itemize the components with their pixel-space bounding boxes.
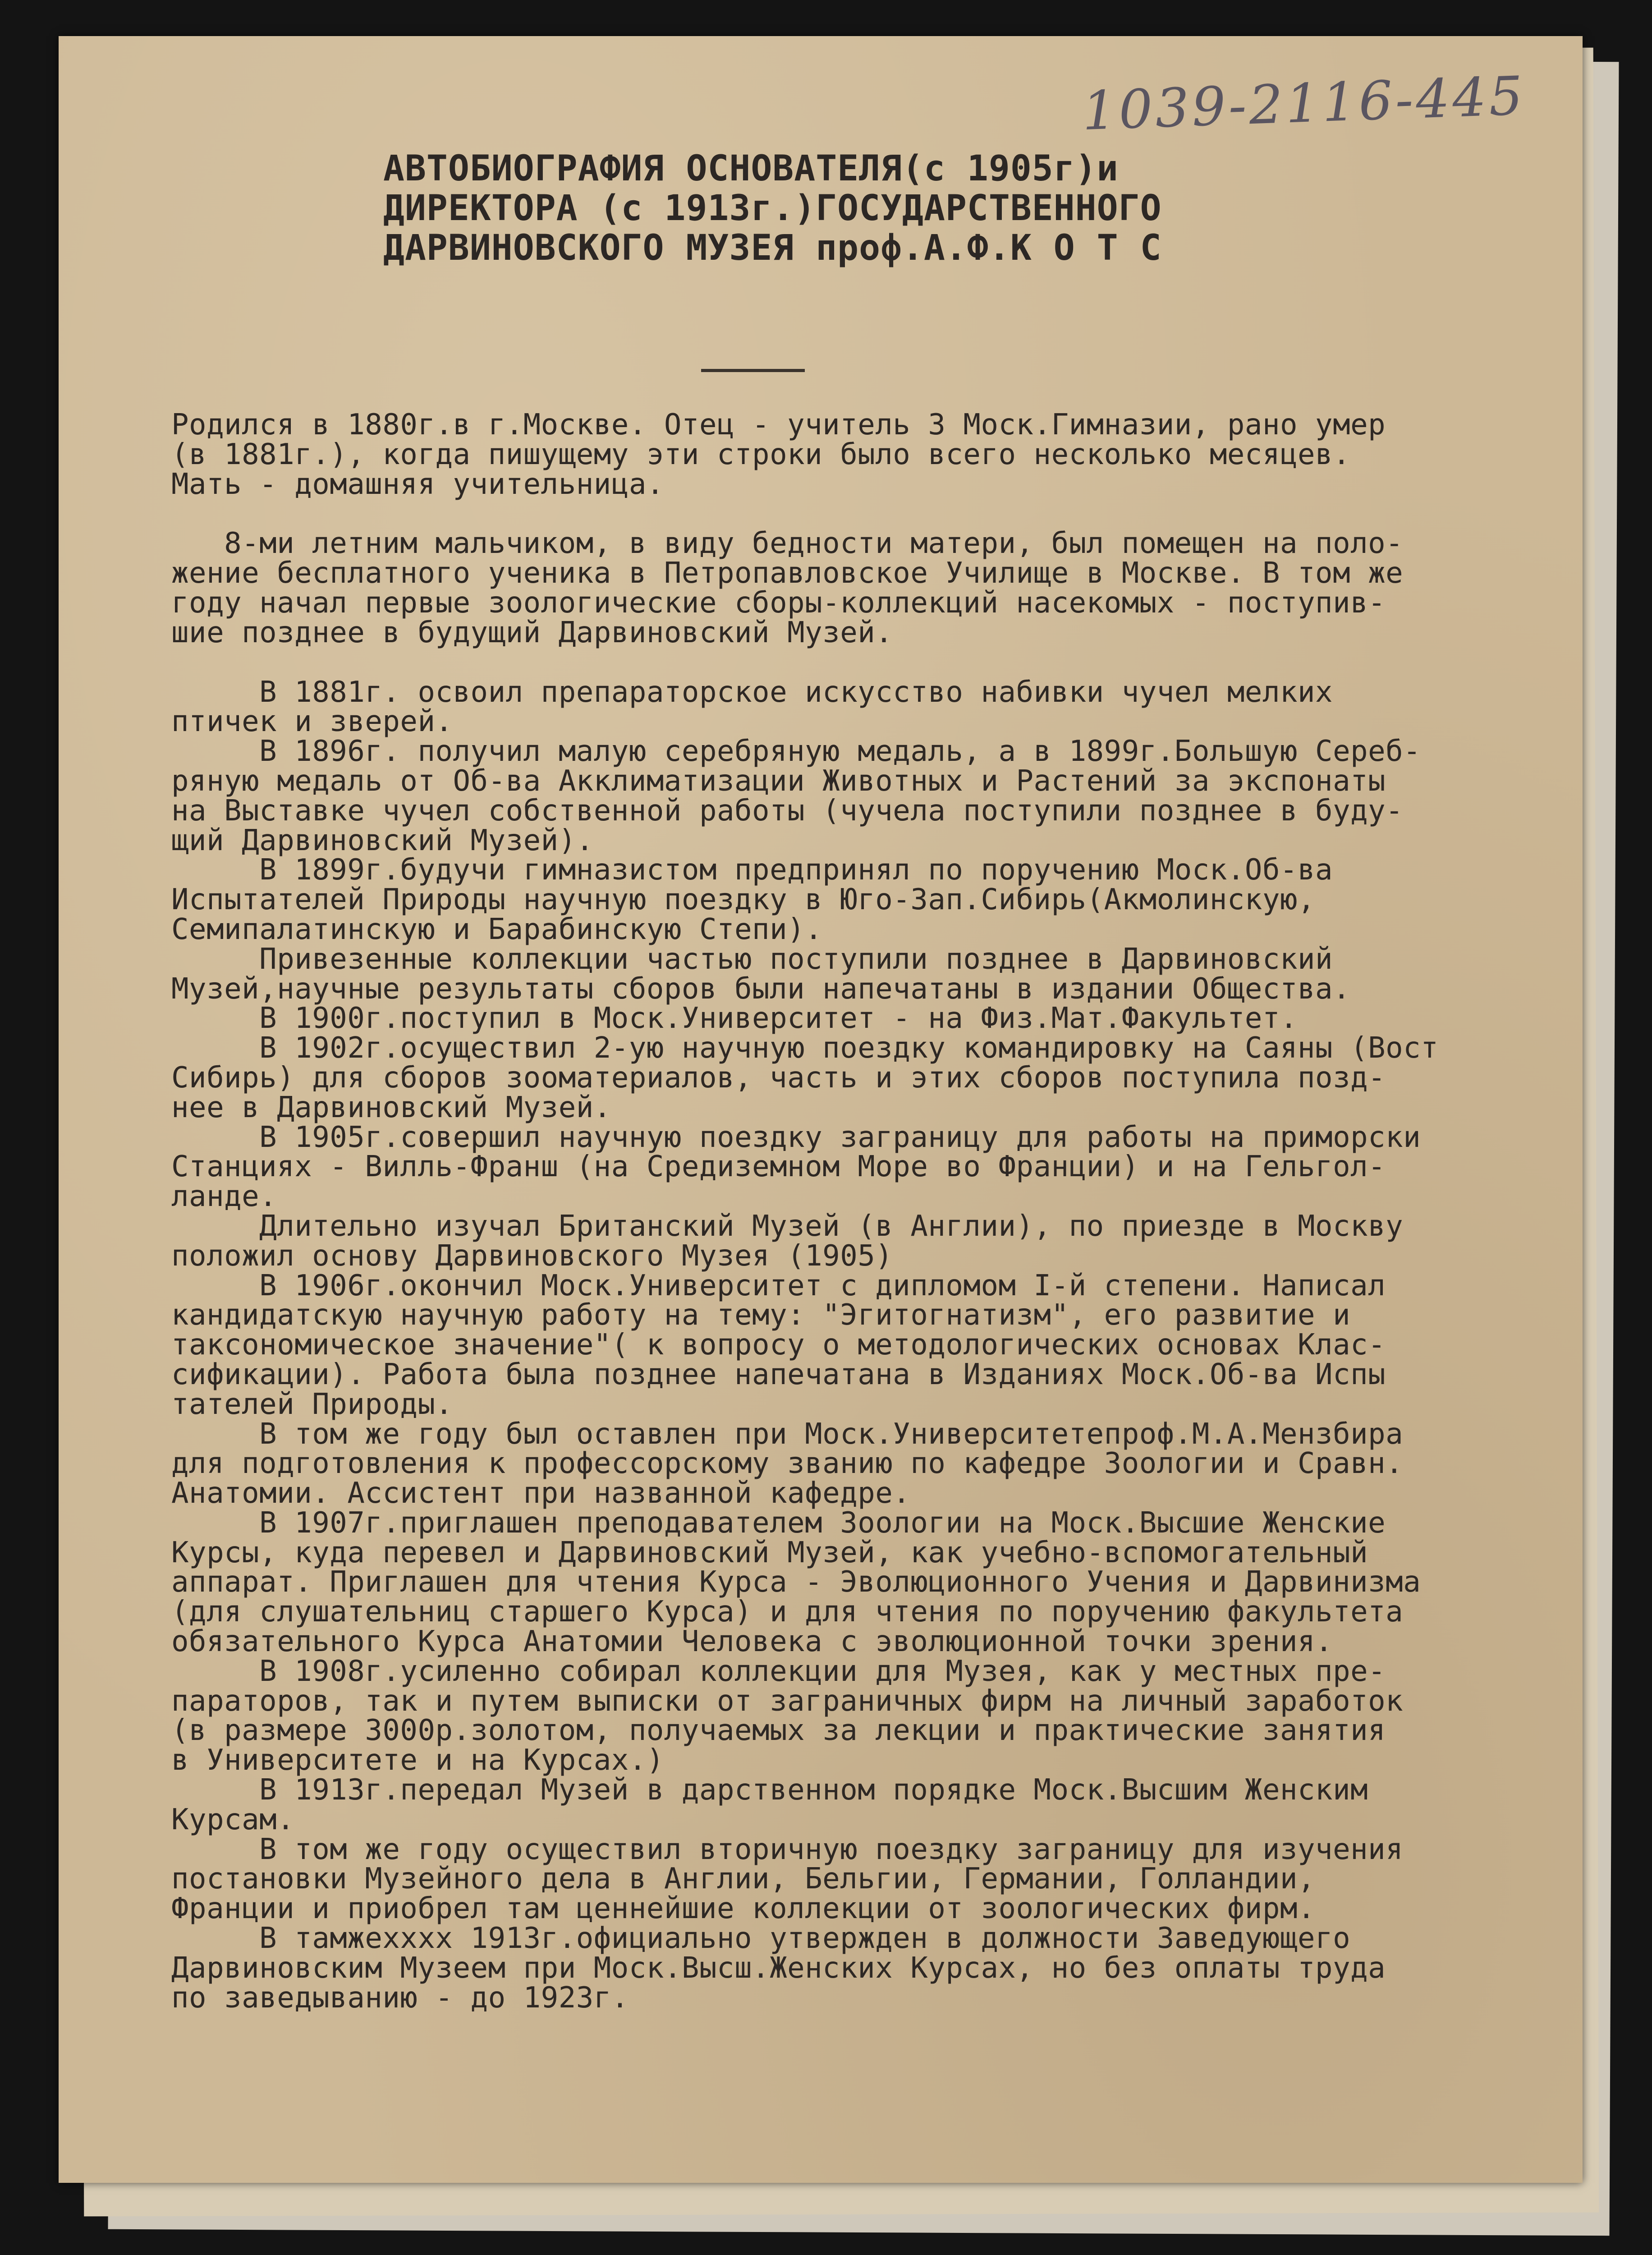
text-line: В 1902г.осуществил 2-ую научную поездку командировку на Саяны (Вост (171, 1031, 1439, 1065)
text-line: птичек и зверей. (171, 705, 453, 739)
title-line: ДИРЕКТОРА (с 1913г.)ГОСУДАРСТВЕННОГО (383, 188, 1162, 229)
text-line: (в размере 3000р.золотом, получаемых за лекции и практические занятия (171, 1714, 1386, 1748)
text-line: шие позднее в будущий Дарвиновский Музей. (171, 616, 893, 649)
text-line: В тамжехххх 1913г.официально утвержден в должности Заведующего (171, 1922, 1351, 1956)
text-line: для подготовления к профессорскому званию по кафедре Зоологии и Сравн. (171, 1447, 1404, 1481)
text-line: щий Дарвиновский Музей). (171, 824, 594, 857)
text-line: Испытателей Природы научную поездку в Юго-Зап.Сибирь(Акмолинскую, (171, 883, 1316, 917)
paragraph-gap (171, 499, 1587, 529)
text-line: по заведыванию - до 1923г. (171, 1981, 629, 2015)
text-line: ланде. (171, 1180, 277, 1214)
document-page (59, 36, 1583, 2183)
text-line: В том же году был оставлен при Моск.Университетепроф.М.А.Мензбира (171, 1417, 1404, 1451)
text-line: (для слушательниц старшего Курса) и для чтения по поручению факультета (171, 1595, 1404, 1629)
text-line: Курсам. (171, 1803, 295, 1836)
title-line: ДАРВИНОВСКОГО МУЗЕЯ проф.А.Ф.К О Т С (383, 228, 1162, 268)
text-line: постановки Музейного дела в Англии, Бельгии, Германии, Голландии, (171, 1862, 1316, 1896)
text-line: таксономическое значение"( к вопросу о методологических основах Клас- (171, 1328, 1386, 1362)
text-line: Мать - домашняя учительница. (171, 467, 664, 501)
text-line: В том же году осуществил вторичную поездку заграницу для изучения (171, 1832, 1404, 1866)
text-line: параторов, так и путем выписки от заграничных фирм на личный заработок (171, 1684, 1404, 1718)
text-line: на Выставке чучел собственной работы (чучела поступили позднее в буду- (171, 794, 1404, 828)
paragraph-gap (171, 648, 1587, 678)
text-line: Станциях - Вилль-Франш (на Средиземном Море во Франции) и на Гельгол- (171, 1150, 1386, 1184)
text-line: Анатомии. Ассистент при названной кафедре. (171, 1477, 911, 1510)
text-line: сификации). Работа была позднее напечатана в Изданиях Моск.Об-ва Испы (171, 1358, 1386, 1391)
text-line: В 1900г.поступил в Моск.Университет - на Физ.Мат.Факультет. (171, 1002, 1298, 1035)
text-line: кандидатскую научную работу на тему: "Эгитогнатизм", его развитие и (171, 1298, 1351, 1332)
paragraph (171, 410, 1587, 499)
text-line: Родился в 1880г.в г.Москве. Отец - учитель 3 Моск.Гимназии, рано умер (171, 408, 1386, 442)
paragraph (171, 675, 1587, 2015)
text-line: В 1896г. получил малую серебряную медаль, а в 1899г.Большую Сереб- (171, 735, 1421, 769)
text-line: тателей Природы. (171, 1387, 453, 1421)
text-line: нее в Дарвиновский Музей. (171, 1091, 611, 1124)
text-line: аппарат. Приглашен для чтения Курса - Эволюционного Учения и Дарвинизма (171, 1565, 1421, 1599)
text-line: Дарвиновским Музеем при Моск.Высш.Женских Курсах, но без оплаты труда (171, 1951, 1386, 1985)
text-line: Курсы, куда перевел и Дарвиновский Музей, как учебно-вспомогательный (171, 1536, 1368, 1569)
text-line: В 1905г.совершил научную поездку заграницу для работы на приморски (171, 1120, 1421, 1154)
paragraph (171, 529, 1587, 648)
text-line: обязательного Курса Анатомии Человека с эволюционной точки зрения. (171, 1625, 1333, 1659)
archive-handwritten-mark: 1039-2116-445 (1081, 64, 1527, 143)
text-line: году начал первые зоологические сборы-коллекций насекомых - поступив- (171, 586, 1386, 620)
text-line: Сибирь) для сборов зооматериалов, часть и этих сборов поступила позд- (171, 1061, 1386, 1095)
text-line: 8-ми летним мальчиком, в виду бедности матери, был помещен на поло- (171, 527, 1404, 561)
text-line: Музей,научные результаты сборов были напечатаны в издании Общества. (171, 972, 1351, 1006)
text-line: положил основу Дарвиновского Музея (1905) (171, 1239, 893, 1273)
document-title (383, 149, 1330, 268)
text-line: Длительно изучал Британский Музей (в Англии), по приезде в Москву (171, 1209, 1404, 1243)
text-line: В 1908г.усиленно собирал коллекции для Музея, как у местных пре- (171, 1654, 1386, 1688)
text-line: В 1899г.будучи гимназистом предпринял по поручению Моск.Об-ва (171, 853, 1333, 887)
text-line: Семипалатинскую и Барабинскую Степи). (171, 912, 823, 946)
title-divider (701, 369, 805, 372)
text-line: ряную медаль от Об-ва Акклиматизации Животных и Растений за экспонаты (171, 764, 1386, 798)
text-line: В 1907г.приглашен преподавателем Зоологии на Моск.Высшие Женские (171, 1506, 1386, 1540)
text-line: В 1913г.передал Музей в дарственном порядке Моск.Высшим Женским (171, 1773, 1368, 1807)
text-line: в Университете и на Курсах.) (171, 1744, 664, 1777)
title-line: АВТОБИОГРАФИЯ ОСНОВАТЕЛЯ(с 1905г)и (383, 148, 1119, 189)
text-line: В 1906г.окончил Моск.Университет с дипломом I-й степени. Написал (171, 1269, 1386, 1302)
document-body (171, 410, 1587, 2013)
text-line: В 1881г. освоил препараторское искусство набивки чучел мелких (171, 675, 1333, 709)
text-line: Франции и приобрел там ценнейшие коллекции от зоологических фирм. (171, 1892, 1316, 1926)
text-line: жение бесплатного ученика в Петропавловское Училище в Москве. В том же (171, 557, 1404, 590)
text-line: Привезенные коллекции частью поступили позднее в Дарвиновский (171, 942, 1333, 976)
text-line: (в 1881г.), когда пишущему эти строки было всего несколько месяцев. (171, 437, 1351, 471)
